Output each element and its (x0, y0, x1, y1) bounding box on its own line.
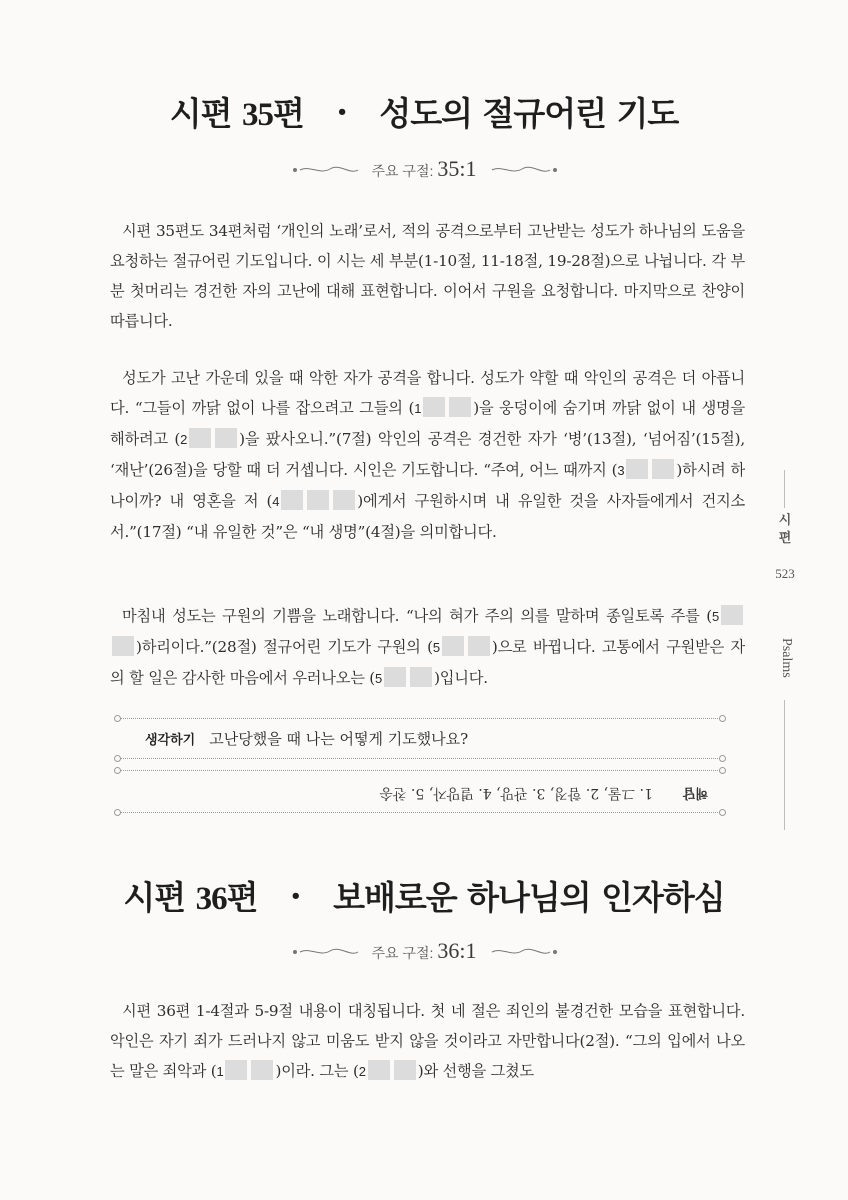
side-rule (784, 470, 785, 508)
fill-blank (307, 490, 329, 510)
fill-blank (368, 1060, 390, 1080)
fill-blank (333, 490, 355, 510)
page-number: 523 (775, 566, 795, 581)
fill-blank (394, 1060, 416, 1080)
title-separator: • (336, 101, 347, 123)
fill-blank (442, 636, 464, 656)
fill-blank (410, 667, 432, 687)
fill-blank (468, 636, 490, 656)
fill-blank (384, 667, 406, 687)
paragraph-35-intro: 시편 35편도 34편처럼 ‘개인의 노래’로서, 적의 공격으로부터 고난받는 성도가 하나님의 도움을 요청하는 절규어린 기도입니다. 이 시는 세 부분(1-10절, 11-18절, 19-28절)으로 나뉩니다. 각 부분 첫머리는 경건한 자의 고난에 대해 표현합니다. 이어서 구원을 요청합니다. 마지막으로 찬양이 따릅니다. (110, 222, 745, 330)
section-title-psalm-35: 시편 35편 • 성도의 절규어린 기도 (169, 94, 679, 133)
side-rule (784, 700, 785, 830)
think-question: 고난당했을 때 나는 어떻게 기도했나요? (209, 730, 469, 748)
fill-blank (423, 397, 445, 417)
title-separator: • (290, 885, 301, 907)
title-subject: 보배로운 하나님의 인자하심 (333, 878, 725, 917)
divider-dotted (120, 812, 720, 813)
fill-blank (112, 636, 134, 656)
side-tab: 시 편 523 Psalms (760, 512, 810, 582)
fill-blank (215, 428, 237, 448)
key-verse-35: 주요 구절: 35:1 (371, 156, 477, 181)
fill-blank (189, 428, 211, 448)
think-label: 생각하기 (145, 732, 196, 747)
fill-blank (251, 1060, 273, 1080)
fill-blank (225, 1060, 247, 1080)
key-verse-36: 주요 구절: 36:1 (371, 938, 477, 963)
paragraph-35-attack: 성도가 고난 가운데 있을 때 악한 자가 공격을 합니다. 성도가 약할 때 악인의 공격은 더 아픕니다. “그들이 까닭 없이 나를 잡으려고 그들의 (1 )을 웅덩이에 숨기며 까닭 없이 내 생명을 해하려고 (2 )을 팠사오니.”(7절) 악인의 공격은 경건한 자가 ‘병’(13절), ‘넘어짐’(15절), ‘재난’(26절)을 당할 때 더 거셉니다. 시인은 기도합니다. “주여, 어느 때까지 (3 )하시려 하나이까? 내 영혼을 저 (4 )에게서 구원하시며 내 유일한 것을 사자들에게서 건지소서.”(17절) “내 유일한 것”은 “내 생명”(4절)을 의미합니다. (110, 369, 746, 541)
answer-text: 1. 그물, 2. 함정, 3. 관망, 4. 멸망자, 5. 찬송 (379, 785, 653, 801)
fill-blank (281, 490, 303, 510)
section-title-psalm-36: 시편 36편 • 보배로운 하나님의 인자하심 (123, 878, 725, 917)
paragraph-36-intro: 시편 36편 1-4절과 5-9절 내용이 대칭됩니다. 첫 네 절은 죄인의 불경건한 모습을 표현합니다. 악인은 자기 죄가 드러나지 않고 미움도 받지 않을 것이라고 자만합니다(2절). “그의 입에서 나오는 말은 죄악과 (1 )이라. 그는 (2 )와 선행을 그쳤도 (110, 1002, 745, 1080)
answer-key-upside-down (348, 768, 708, 804)
title-subject: 성도의 절규어린 기도 (379, 94, 679, 133)
divider-dotted (120, 758, 720, 759)
fill-blank (449, 397, 471, 417)
answer-label: 해답 (682, 786, 708, 801)
paragraph-35-praise: 마침내 성도는 구원의 기쁨을 노래합니다. “나의 혀가 주의 의를 말하며 종일토록 주를 (5)하리이다.”(28절) 절규어린 기도가 구원의 (5 )으로 바뀝니다. 고통에서 구원받은 자의 할 일은 감사한 마음에서 우러나오는 (5 )입니다. (110, 607, 745, 687)
fill-blank (652, 459, 674, 479)
book-name-en: Psalms (779, 638, 794, 678)
fill-blank (626, 459, 648, 479)
divider-dotted (120, 718, 720, 719)
fill-blank (721, 605, 743, 625)
think-prompt (145, 728, 468, 749)
